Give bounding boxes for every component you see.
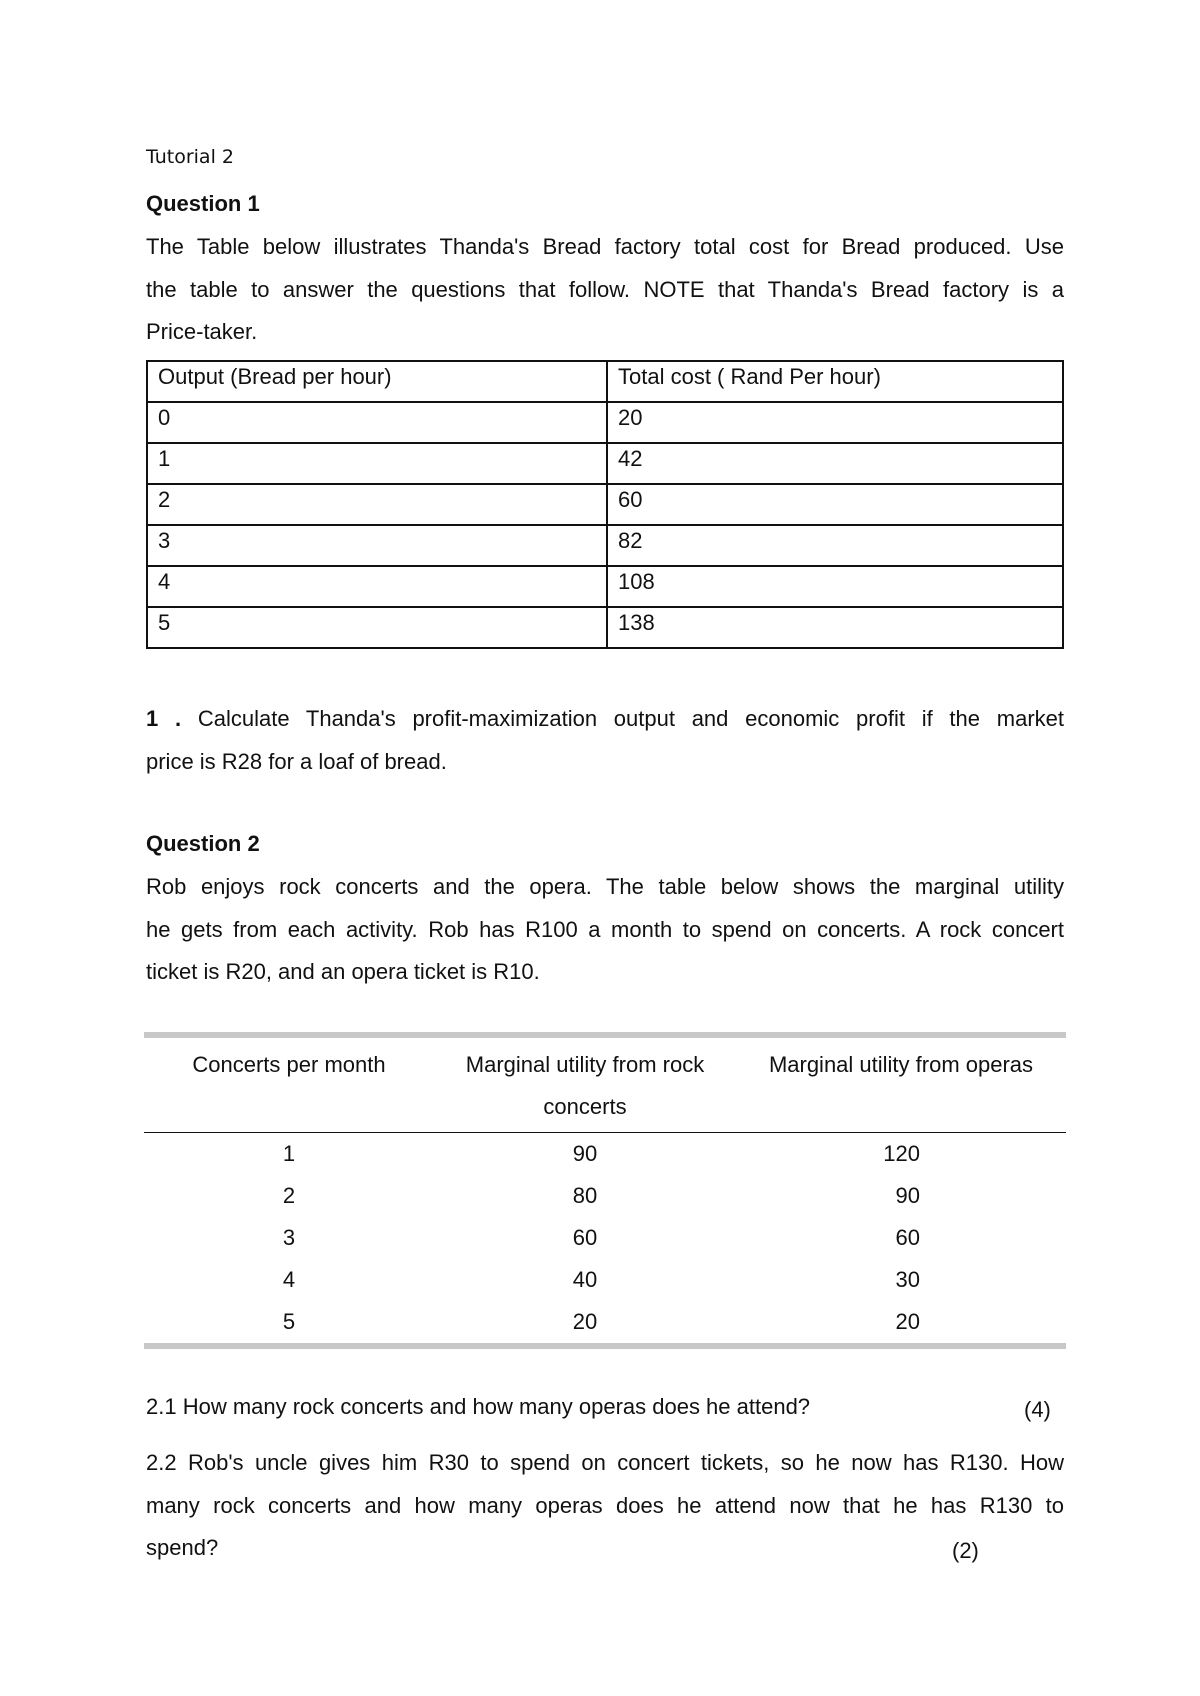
sub-question-line	[146, 698, 1064, 741]
intro-line: he gets from each activity. Rob has R100 a month to spend on concerts. A rock concert	[146, 916, 1064, 942]
intro-line: Rob enjoys rock concerts and the opera. The table below shows the marginal utility	[146, 874, 1064, 899]
header-line: concerts	[543, 1094, 627, 1119]
table-cell: 20	[895, 1309, 920, 1334]
table-cell: 80	[572, 1183, 598, 1208]
intro-line: the table to answer the questions that follow. NOTE that Thanda's Bread factory is a	[146, 276, 1064, 302]
table-cell: 60	[572, 1225, 598, 1250]
table-cell: 20	[572, 1309, 598, 1334]
table-cell: 20	[607, 402, 1063, 443]
table-row	[147, 484, 1063, 525]
table-row	[144, 1175, 1066, 1217]
question-2-heading: Question 2	[146, 831, 260, 856]
question-2-1	[146, 1386, 1064, 1429]
table-cell: 40	[572, 1267, 598, 1292]
table-header-cell: Marginal utility from operas	[736, 1038, 1066, 1133]
marks-2-1: (4)	[1024, 1397, 1051, 1422]
table-cell: 4	[282, 1267, 296, 1292]
intro-line: Price-taker.	[146, 319, 258, 344]
sub-question-line: many rock concerts and how many operas does he attend now that he has R130 to	[146, 1492, 1064, 1518]
table-row	[147, 566, 1063, 607]
table-cell: 2	[282, 1183, 296, 1208]
table-bottom-rule	[144, 1343, 1066, 1349]
sub-question-number: 1 .	[146, 706, 182, 731]
table-cell: 60	[607, 484, 1063, 525]
table-cell: 1	[147, 443, 607, 484]
header-line: Marginal utility from rock	[465, 1052, 705, 1077]
table-row	[144, 1259, 1066, 1301]
table-cell: 5	[147, 607, 607, 648]
table-cell: 5	[282, 1309, 296, 1334]
table-cell: 90	[572, 1141, 598, 1166]
table-cell: 3	[282, 1225, 296, 1250]
question-1-heading: Question 1	[146, 191, 260, 216]
intro-line: The Table below illustrates Thanda's Bread factory total cost for Bread produced. Use	[146, 234, 1064, 259]
sub-question-line: 2.2 Rob's uncle gives him R30 to spend on concert tickets, so he now has R130. How	[146, 1450, 1064, 1475]
table-cell: 42	[607, 443, 1063, 484]
table-cell: 3	[147, 525, 607, 566]
table-cell: 60	[895, 1225, 920, 1250]
sub-question-text: Calculate Thanda's profit-maximization output and economic profit if the market	[181, 706, 1064, 731]
table-header-cell: Output (Bread per hour)	[147, 361, 607, 402]
table-cell: 30	[895, 1267, 920, 1292]
utility-table-grid	[144, 1038, 1066, 1343]
intro-line: ticket is R20, and an opera ticket is R10.	[146, 959, 540, 984]
table-row	[147, 402, 1063, 443]
table-cell: 4	[147, 566, 607, 607]
question-2-2	[146, 1442, 1064, 1570]
table-header-cell: Total cost ( Rand Per hour)	[607, 361, 1063, 402]
table-cell: 1	[282, 1141, 296, 1166]
sub-question-text: 2.1 How many rock concerts and how many operas does he attend?	[146, 1394, 811, 1419]
sub-question-line: price is R28 for a loaf of bread.	[146, 748, 447, 774]
table-header-cell: Concerts per month	[144, 1038, 434, 1133]
question-1-sub-1	[146, 698, 1064, 783]
table-header-row	[147, 361, 1063, 402]
table-cell: 138	[607, 607, 1063, 648]
table-row	[147, 443, 1063, 484]
table-row	[147, 525, 1063, 566]
question-2-intro	[146, 866, 1064, 994]
table-row	[144, 1133, 1066, 1176]
question-1-intro	[146, 226, 1064, 354]
table-row	[144, 1301, 1066, 1343]
utility-table	[144, 1032, 1066, 1349]
table-cell: 90	[895, 1183, 920, 1208]
table-cell: 0	[147, 402, 607, 443]
table-cell: 108	[607, 566, 1063, 607]
table-cell: 120	[883, 1141, 920, 1166]
marks-2-2: (2)	[952, 1538, 979, 1563]
table-header-cell	[434, 1038, 736, 1133]
sub-question-line: spend?	[146, 1535, 219, 1560]
cost-table	[146, 360, 1064, 649]
tutorial-label: Tutorial 2	[146, 146, 234, 168]
table-header-row	[144, 1038, 1066, 1133]
table-row	[147, 607, 1063, 648]
table-row	[144, 1217, 1066, 1259]
table-cell: 2	[147, 484, 607, 525]
table-cell: 82	[607, 525, 1063, 566]
